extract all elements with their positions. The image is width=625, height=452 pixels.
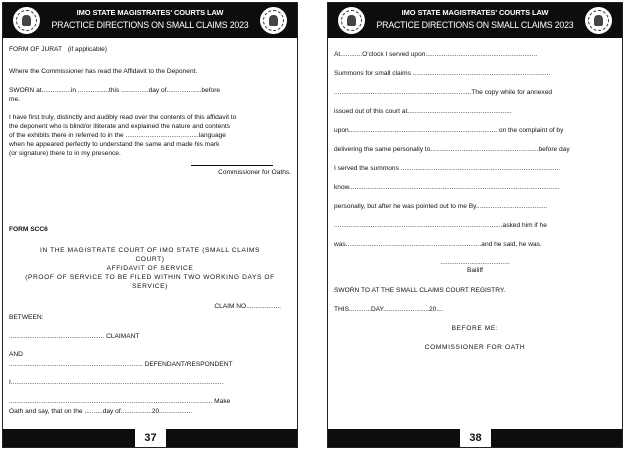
- sworn-line-cont: me.: [9, 96, 20, 103]
- header-title: IMO STATE MAGISTRATES' COURTS LAW: [401, 8, 549, 17]
- page-header: [3, 3, 297, 38]
- claimant-line: .................................................... CLAIMANT: [9, 333, 140, 340]
- jurat-paragraph-line: of the exhibits there in referred to in the ........................................language: [9, 132, 226, 139]
- commissioner-label: Commissioner for Oaths.: [218, 169, 291, 176]
- page-number: 38: [459, 429, 492, 447]
- court-title: IN THE MAGISTRATE COURT OF IMO STATE (SMALL CLAIMS: [40, 247, 260, 254]
- affidavit-title: AFFIDAVIT OF SERVICE: [106, 265, 194, 272]
- service-line: ...........................................................................The copy while for annexed: [334, 89, 553, 96]
- sworn-date-line: THIS............DAY.........................20....: [334, 306, 444, 313]
- jurat-paragraph-line: the deponent who is blind/or illiterate and explained the nature and contents: [9, 123, 231, 130]
- jurat-instruction: Where the Commissioner has read the Affidavit to the Deponent.: [9, 68, 198, 75]
- bailiff-signature-line: ......................................: [440, 259, 510, 266]
- defendant-line: ......................................................................... DEFENDANT/RESPONDENT: [9, 361, 233, 368]
- claim-number: CLAIM NO...................: [214, 303, 281, 310]
- signature-line: [191, 165, 273, 166]
- bailiff-label: Bailiff: [466, 267, 483, 274]
- make-oath-line: ............................................................................................................... Make: [9, 398, 231, 405]
- court-title-cont: COURT): [135, 256, 165, 263]
- sworn-line: SWORN at................in .................this ...............day of...................before: [9, 87, 221, 94]
- service-line: ............................................................................................asked him if he: [334, 222, 547, 229]
- header-title: IMO STATE MAGISTRATES' COURTS LAW: [76, 8, 224, 17]
- court-seal-icon: [583, 5, 614, 36]
- oath-date-line: Oath and say, that on the ..........day of.................20..................: [9, 408, 193, 415]
- before-me-label: BEFORE ME:: [451, 325, 499, 332]
- between-label: BETWEEN:: [9, 314, 44, 321]
- court-seal-icon: [336, 5, 367, 36]
- and-label: AND: [9, 351, 23, 358]
- page-footer: [328, 429, 622, 447]
- jurat-note: (if applicable): [67, 46, 107, 53]
- service-line: know...................................................................................................................: [334, 184, 560, 191]
- page-body: [334, 40, 616, 425]
- service-line: Summons for small claims ...........................................................................: [334, 70, 551, 77]
- page-number: 37: [134, 429, 167, 447]
- service-line: At............O'clock I served upon.............................................................: [334, 51, 538, 58]
- header-subtitle: PRACTICE DIRECTIONS ON SMALL CLAIMS 2023: [51, 20, 249, 30]
- proof-note-cont: SERVICE): [132, 283, 168, 290]
- jurat-paragraph-line: (or signature) there to in my presence.: [9, 150, 121, 157]
- service-line: issued out of this court at.........................................................: [334, 108, 512, 115]
- jurat-heading: [9, 45, 291, 54]
- page-37: [2, 2, 298, 448]
- form-title: FORM SCC6: [9, 226, 48, 233]
- court-seal-icon: [11, 5, 42, 36]
- page-38: [327, 2, 623, 448]
- service-line: I served the summons .......................................................................................: [334, 165, 561, 172]
- sworn-statement: SWORN TO AT THE SMALL CLAIMS COURT REGISTRY.: [334, 287, 506, 294]
- page-footer: [3, 429, 297, 447]
- page-body: [9, 40, 291, 425]
- service-line: delivering the same personally to...........................................................before day: [334, 146, 570, 153]
- court-seal-icon: [258, 5, 289, 36]
- commissioner-label: COMMISSIONER FOR OATH: [424, 344, 526, 351]
- jurat-paragraph-line: when he appeared perfectly to understand the same and made his mark: [9, 141, 220, 148]
- service-line: personally, but after he was pointed out to me By.......................................: [334, 203, 548, 210]
- service-line: was..........................................................................and he said, he was.: [334, 241, 542, 248]
- jurat-paragraph-line: I have first truly, distinctly and audibly read over the contents of this affidavit to: [9, 114, 237, 121]
- deponent-line: I....................................................................................................................: [9, 379, 224, 386]
- proof-note: (PROOF OF SERVICE TO BE FILED WITHIN TWO WORKING DAYS OF: [25, 274, 275, 281]
- jurat-title: FORM OF JURAT: [9, 46, 62, 53]
- page-header: [328, 3, 622, 38]
- service-line: upon................................................................................. on the complaint of by: [334, 127, 564, 134]
- header-subtitle: PRACTICE DIRECTIONS ON SMALL CLAIMS 2023: [376, 20, 574, 30]
